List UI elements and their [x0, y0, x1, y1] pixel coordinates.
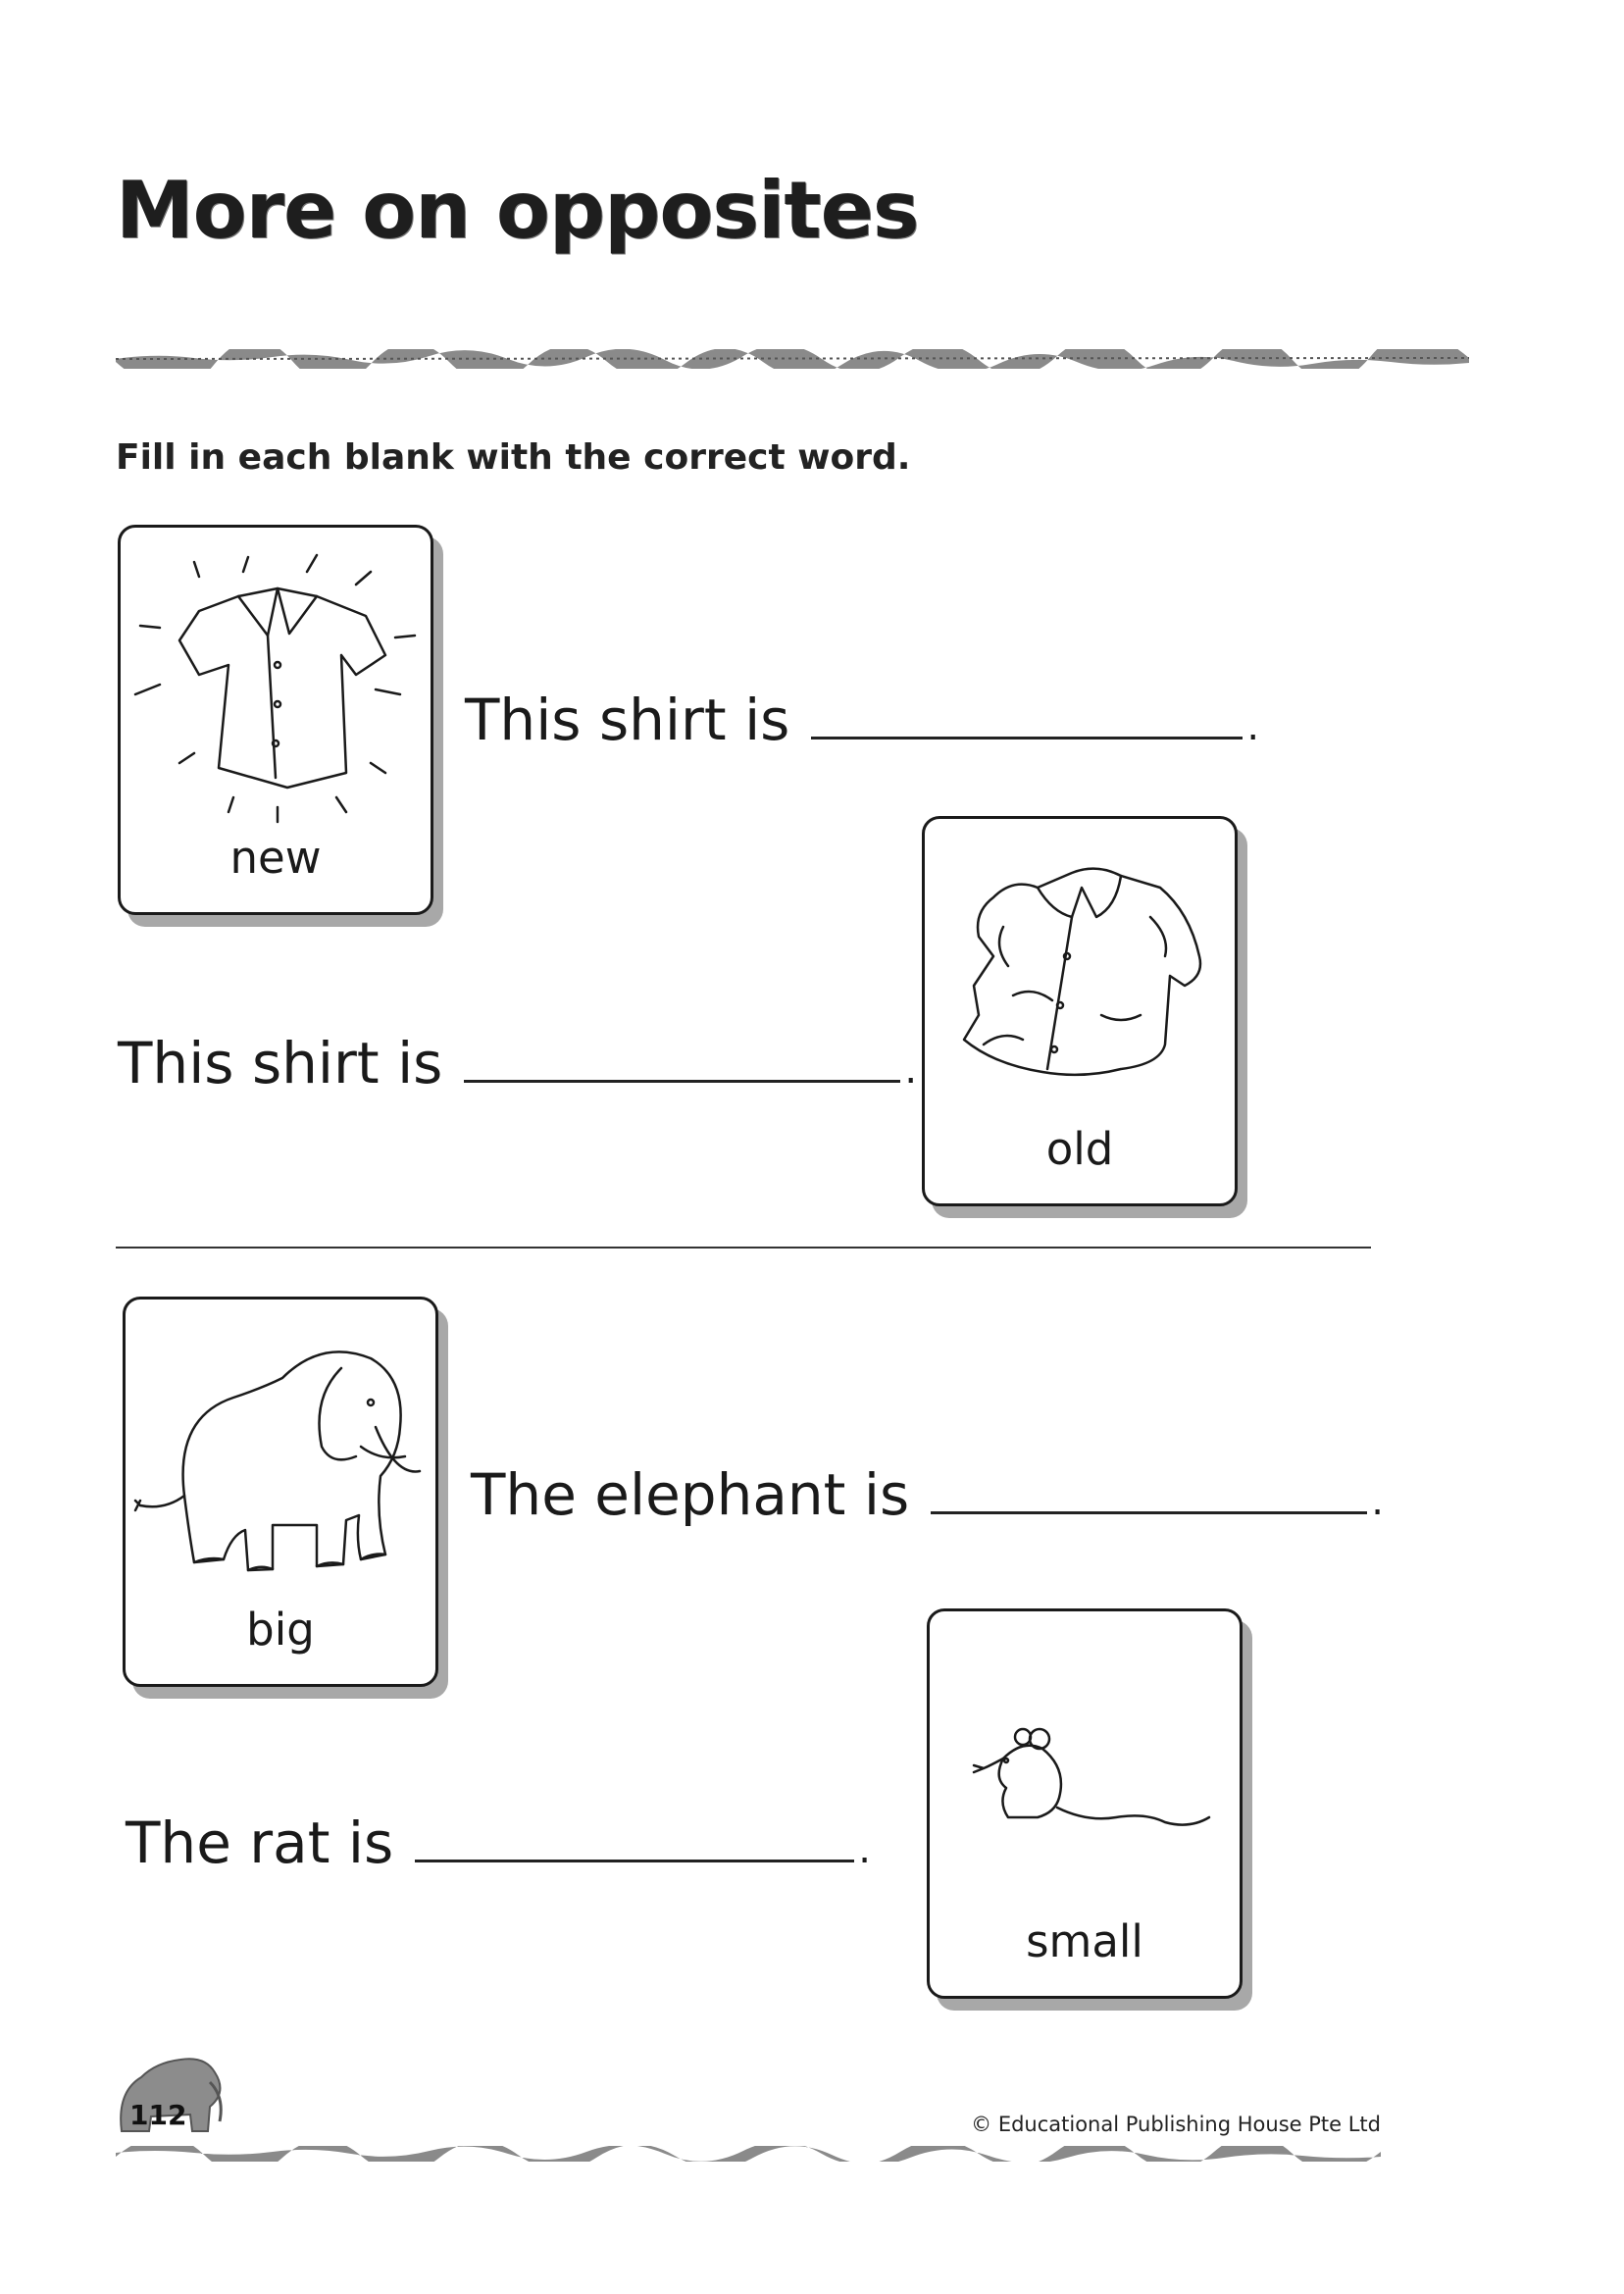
- decorative-rule-top: [116, 349, 1469, 369]
- card-label-big: big: [246, 1604, 315, 1656]
- answer-blank-1[interactable]: [811, 737, 1243, 739]
- page-number: 112: [129, 2099, 187, 2131]
- picture-card-big: [123, 1297, 438, 1687]
- sentence-2-period: .: [904, 1047, 918, 1093]
- picture-card-old: [922, 816, 1238, 1206]
- sentence-2-text: This shirt is: [118, 1030, 443, 1096]
- picture-card-small: [927, 1608, 1243, 1999]
- sentence-2: [118, 1030, 917, 1096]
- card-label-small: small: [1026, 1915, 1143, 1967]
- sentence-4-text: The rat is: [126, 1810, 394, 1876]
- answer-blank-2[interactable]: [464, 1080, 900, 1083]
- sentence-1-text: This shirt is: [465, 687, 790, 753]
- picture-card-new: [118, 525, 433, 915]
- copyright-text: © Educational Publishing House Pte Ltd: [971, 2113, 1381, 2136]
- page-title: More on opposites: [116, 165, 919, 256]
- sentence-1-period: .: [1246, 704, 1260, 749]
- sentence-4: [126, 1810, 871, 1876]
- answer-blank-4[interactable]: [415, 1860, 854, 1862]
- sentence-3-period: .: [1371, 1479, 1384, 1524]
- card-label-old: old: [1045, 1123, 1114, 1175]
- sentence-3: [471, 1461, 1384, 1528]
- section-divider: [116, 1247, 1371, 1249]
- sentence-3-text: The elephant is: [471, 1461, 910, 1528]
- card-label-new: new: [229, 832, 322, 884]
- sentence-1: [465, 687, 1259, 753]
- page-number-badge: [112, 2038, 229, 2146]
- answer-blank-3[interactable]: [931, 1511, 1367, 1514]
- decorative-rule-bottom: [116, 2146, 1381, 2162]
- instruction-text: Fill in each blank with the correct word.: [116, 437, 911, 478]
- sentence-4-period: .: [858, 1827, 871, 1872]
